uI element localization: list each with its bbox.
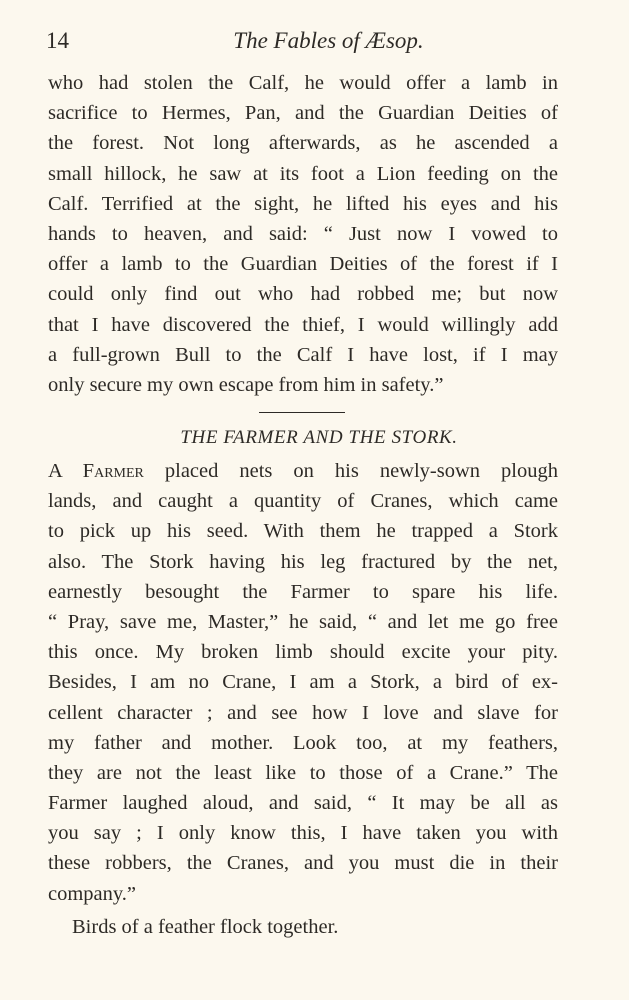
- text-line: “ Pray, save me, Master,” he said, “ and let me go free: [48, 610, 558, 633]
- text-line: cellent character ; and see how I love and slave for: [48, 701, 558, 724]
- text-line: Calf. Terrified at the sight, he lifted his eyes and his: [48, 192, 558, 215]
- text-line: could only find out who had robbed me; but now: [48, 283, 558, 306]
- fable-moral: Birds of a feather flock together.: [72, 916, 339, 938]
- text-line: who had stolen the Calf, he would offer a lamb in: [48, 72, 558, 94]
- text-line: these robbers, the Cranes, and you must die in their: [48, 852, 558, 875]
- first-line-text: placed nets on his newly-sown plough: [143, 460, 558, 482]
- fable-title: THE FARMER AND THE STORK.: [180, 427, 458, 448]
- section-divider: [259, 412, 345, 413]
- text-line: Farmer laughed aloud, and said, “ It may be all as: [48, 792, 558, 815]
- text-line: sacrifice to Hermes, Pan, and the Guardian Deities of: [48, 102, 558, 125]
- text-line: a full-grown Bull to the Calf I have lost, if I may: [48, 343, 558, 366]
- page-header: [46, 28, 556, 58]
- continued-paragraph: [48, 68, 558, 400]
- text-line: offer a lamb to the Guardian Deities of the forest if I: [48, 253, 558, 276]
- text-line: to pick up his seed. With them he trapped a Stork: [48, 520, 558, 543]
- text-line: hands to heaven, and said: “ Just now I vowed to: [48, 222, 558, 245]
- text-line: only secure my own escape from him in safety.”: [48, 373, 444, 396]
- text-line: [48, 456, 558, 486]
- fable-body: [48, 456, 558, 909]
- text-line: the forest. Not long afterwards, as he ascended a: [48, 132, 558, 155]
- text-line: they are not the least like to those of a Crane.” The: [48, 761, 558, 784]
- running-head: The Fables of Æsop.: [233, 28, 424, 53]
- opening-word: A Farmer: [48, 460, 144, 482]
- page-number: 14: [46, 28, 69, 53]
- text-line: Besides, I am no Crane, I am a Stork, a bird of ex-: [48, 671, 558, 694]
- text-line: my father and mother. Look too, at my feathers,: [48, 731, 558, 754]
- text-line: that I have discovered the thief, I would willingly add: [48, 313, 558, 336]
- text-line: this once. My broken limb should excite your pity.: [48, 641, 558, 664]
- text-line: company.”: [48, 882, 137, 905]
- text-line: small hillock, he saw at its foot a Lion feeding on the: [48, 162, 558, 185]
- text-line: you say ; I only know this, I have taken you with: [48, 822, 558, 845]
- text-line: also. The Stork having his leg fractured by the net,: [48, 550, 558, 573]
- text-line: earnestly besought the Farmer to spare his life.: [48, 580, 558, 603]
- text-line: lands, and caught a quantity of Cranes, which came: [48, 490, 558, 513]
